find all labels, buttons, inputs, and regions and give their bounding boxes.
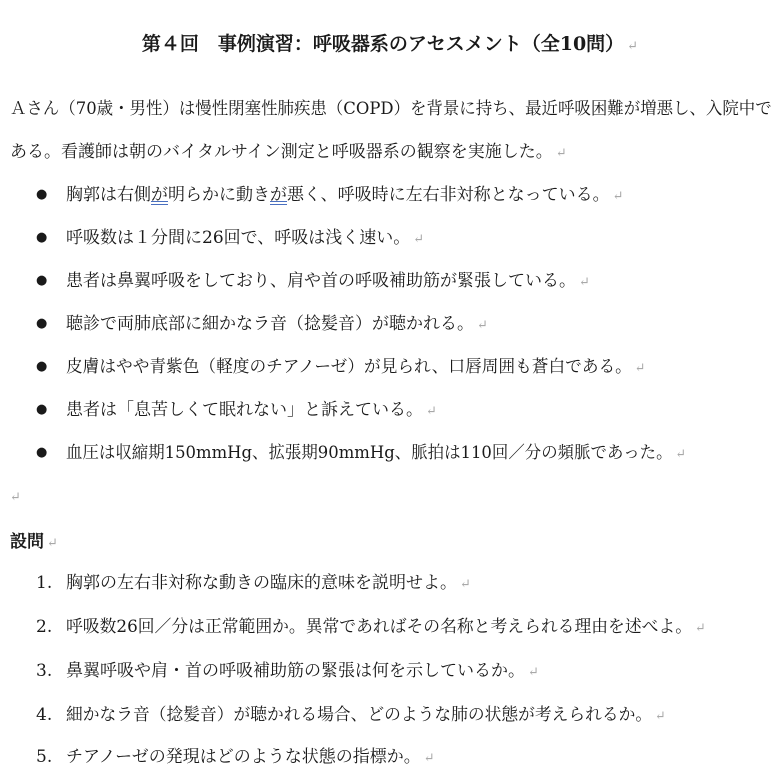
- grammar-underline: が: [151, 185, 168, 205]
- paragraph-mark-icon: ↵: [695, 621, 706, 636]
- finding-item: [0, 441, 780, 465]
- paragraph-mark-icon: ↵: [10, 490, 21, 505]
- finding-item: [0, 355, 780, 379]
- title-text: 第４回 事例演習：呼吸器系のアセスメント（全10問）: [141, 33, 625, 55]
- empty-paragraph: [10, 484, 21, 508]
- finding-item: [0, 226, 780, 250]
- paragraph-mark-icon: ↵: [413, 232, 425, 247]
- paragraph-mark-icon: ↵: [555, 146, 567, 161]
- finding-text: 患者は鼻翼呼吸をしており、肩や首の呼吸補助筋が緊張している。 ↵: [66, 271, 590, 291]
- question-number: 1.: [36, 573, 53, 593]
- finding-text: 患者は「息苦しくて眠れない」と訴えている。 ↵: [66, 400, 437, 420]
- finding-item: [0, 183, 780, 207]
- question-item: [0, 615, 780, 639]
- finding-text: 血圧は収縮期150mmHg、拡張期90mmHg、脈拍は110回／分の頻脈であった。 ↵: [66, 443, 687, 463]
- paragraph-mark-icon: ↵: [627, 39, 639, 54]
- finding-text: 胸郭は右側が明らかに動きが悪く、呼吸時に左右非対称となっている。 ↵: [66, 185, 624, 205]
- document-title: [0, 30, 780, 61]
- paragraph-mark-icon: ↵: [47, 536, 58, 551]
- question-text: 細かなラ音（捻髪音）が聴かれる場合、どのような肺の状態が考えられるか。 ↵: [66, 705, 666, 725]
- question-number: 2.: [36, 617, 53, 637]
- bullet-icon: ●: [36, 445, 48, 460]
- questions-heading: 設問 ↵: [10, 532, 58, 552]
- question-item: [0, 703, 780, 727]
- question-item: [0, 571, 780, 595]
- question-text: 鼻翼呼吸や肩・首の呼吸補助筋の緊張は何を示しているか。 ↵: [66, 661, 539, 681]
- finding-text: 聴診で両肺底部に細かなラ音（捻髪音）が聴かれる。 ↵: [66, 314, 488, 334]
- bullet-icon: ●: [36, 359, 48, 374]
- paragraph-mark-icon: ↵: [612, 189, 624, 204]
- finding-item: [0, 312, 780, 336]
- question-number: 5.: [36, 747, 53, 767]
- bullet-icon: ●: [36, 316, 48, 331]
- paragraph-mark-icon: ↵: [460, 577, 471, 592]
- finding-item: [0, 269, 780, 293]
- paragraph-mark-icon: ↵: [426, 404, 437, 419]
- finding-item: [0, 398, 780, 422]
- bullet-icon: ●: [36, 402, 48, 417]
- question-text: 胸郭の左右非対称な動きの臨床的意味を説明せよ。 ↵: [66, 573, 471, 593]
- paragraph-mark-icon: ↵: [634, 361, 646, 376]
- question-item: [0, 745, 780, 769]
- grammar-underline: が: [270, 185, 287, 205]
- paragraph-mark-icon: ↵: [477, 318, 488, 333]
- paragraph-mark-icon: ↵: [579, 275, 590, 290]
- intro-line-2: [10, 140, 567, 164]
- paragraph-mark-icon: ↵: [423, 751, 435, 766]
- finding-text: 皮膚はやや青紫色（軽度のチアノーゼ）が見られ、口唇周囲も蒼白である。 ↵: [66, 357, 646, 377]
- question-number: 4.: [36, 705, 53, 725]
- paragraph-mark-icon: ↵: [655, 709, 666, 724]
- bullet-icon: ●: [36, 187, 48, 202]
- question-number: 3.: [36, 661, 53, 681]
- question-text: チアノーゼの発現はどのような状態の指標か。 ↵: [66, 747, 435, 767]
- intro-text: ある。看護師は朝のバイタルサイン測定と呼吸器系の観察を実施した。: [10, 142, 553, 162]
- question-text: 呼吸数26回／分は正常範囲か。異常であればその名称と考えられる理由を述べよ。 ↵: [66, 617, 706, 637]
- intro-text: Ａさん（70歳・男性）は慢性閉塞性肺疾患（COPD）を背景に持ち、最近呼吸困難が増悪し、入院中で: [10, 99, 772, 119]
- paragraph-mark-icon: ↵: [675, 447, 687, 462]
- finding-text: 呼吸数は１分間に26回で、呼吸は浅く速い。 ↵: [66, 228, 425, 248]
- question-item: [0, 659, 780, 683]
- bullet-icon: ●: [36, 230, 48, 245]
- bullet-icon: ●: [36, 273, 48, 288]
- paragraph-mark-icon: ↵: [528, 665, 539, 680]
- intro-line-1: [10, 97, 772, 121]
